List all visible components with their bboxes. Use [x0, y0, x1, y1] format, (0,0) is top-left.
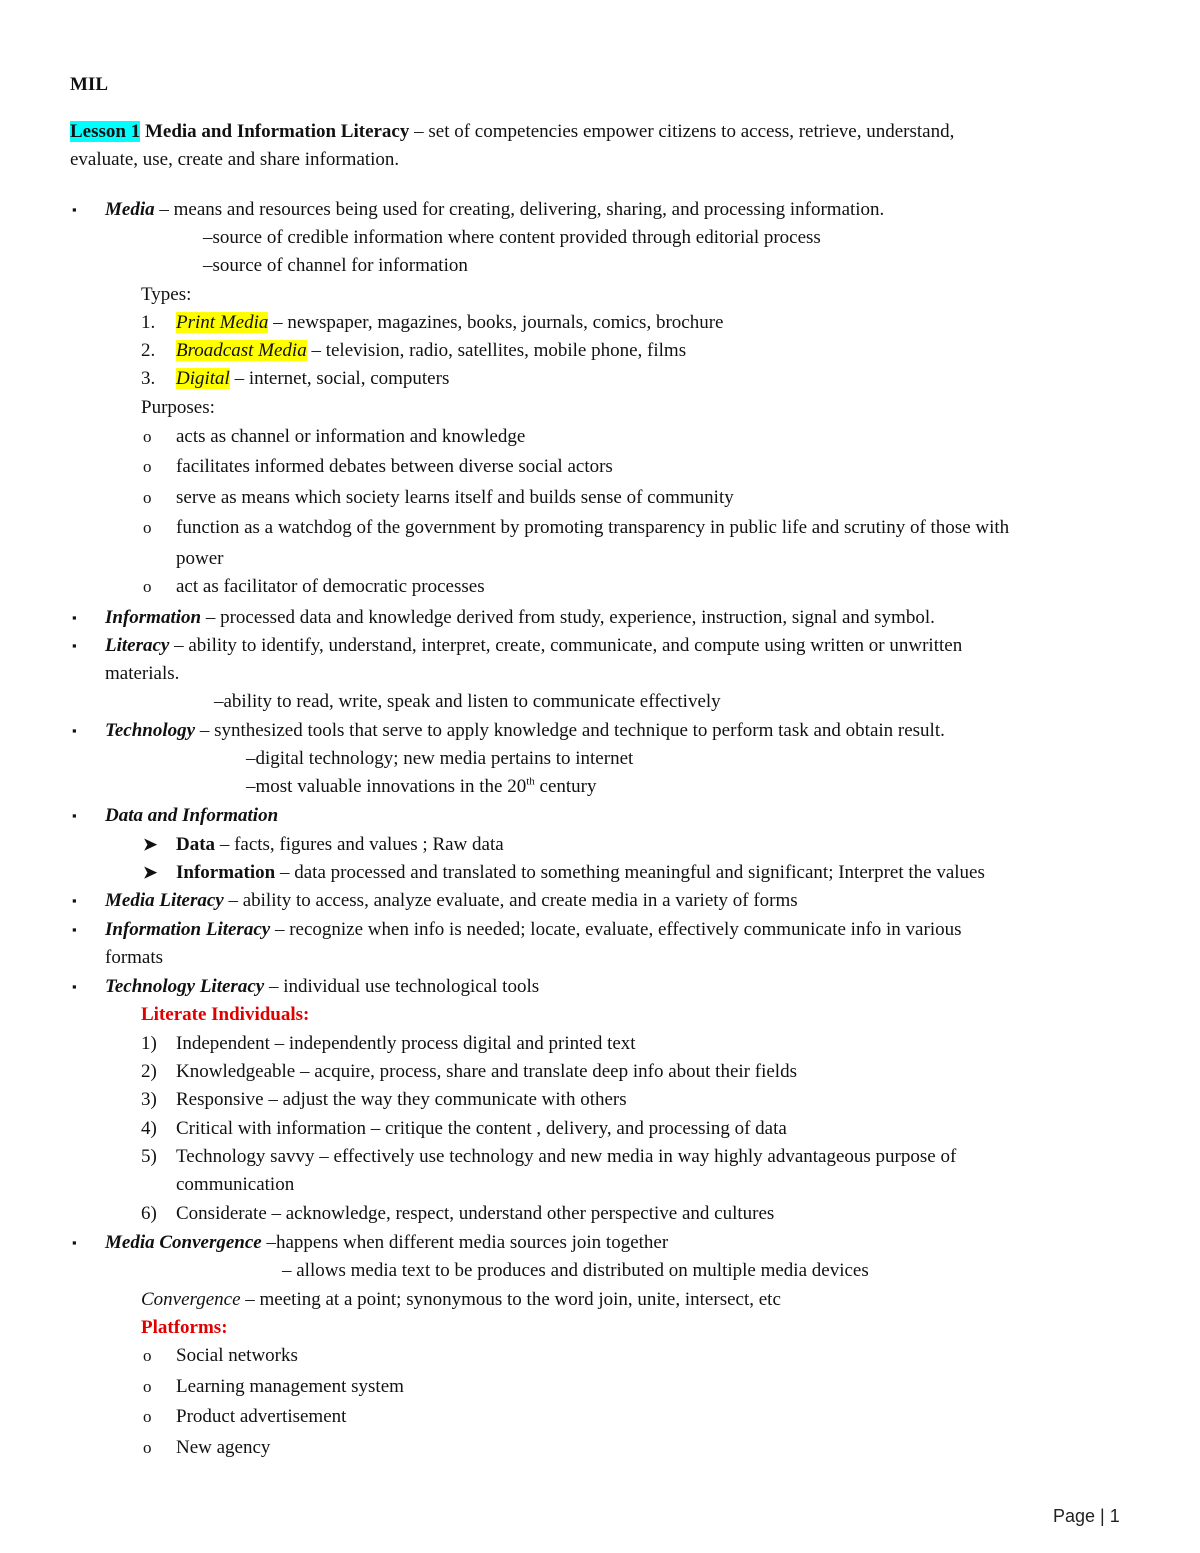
- lesson-def-2: evaluate, use, create and share information.: [70, 149, 400, 170]
- data-term: Data: [176, 834, 216, 855]
- media-line: [105, 199, 884, 221]
- media-convergence-def: –happens when different media sources join together: [261, 1232, 669, 1253]
- lesson-term: Media and Information Literacy: [144, 121, 410, 142]
- media-sub-2: –source of channel for information: [203, 255, 468, 276]
- literate-item: Critical with information – critique the content , delivery, and processing of data: [176, 1118, 787, 1139]
- list-number: 3): [141, 1089, 157, 1110]
- list-number: 2): [141, 1061, 157, 1082]
- platform-item: Product advertisement: [176, 1406, 347, 1427]
- info-def: – data processed and translated to something meaningful and significant; Interpret the values: [275, 862, 985, 883]
- purpose-item: serve as means which society learns itself and builds sense of community: [176, 487, 734, 508]
- information-literacy-term: Information Literacy: [105, 919, 271, 940]
- square-bullet-icon: ▪: [72, 1235, 77, 1250]
- information-literacy-def-1: – recognize when info is needed; locate, evaluate, effectively communicate info in various: [270, 919, 962, 940]
- information-literacy-def-2: formats: [105, 947, 164, 968]
- info-term: Information: [176, 862, 276, 883]
- literate-individuals-heading: Literate Individuals:: [141, 1004, 310, 1025]
- data-line: [176, 834, 504, 856]
- technology-sub-2-text: –most valuable innovations in the 20: [246, 776, 527, 797]
- list-number: 2.: [141, 340, 156, 361]
- square-bullet-icon: ▪: [72, 893, 77, 908]
- data-info-term: Data and Information: [105, 805, 279, 826]
- media-term: Media: [105, 199, 155, 220]
- list-number: 4): [141, 1118, 157, 1139]
- technology-sub-1: –digital technology; new media pertains to internet: [246, 748, 634, 769]
- circle-bullet-icon: o: [143, 457, 152, 476]
- superscript: th: [526, 775, 535, 788]
- type-item: [176, 312, 723, 334]
- square-bullet-icon: ▪: [72, 979, 77, 994]
- document-title: MIL: [70, 74, 108, 95]
- media-convergence-line: [105, 1232, 668, 1254]
- technology-sub-2: [246, 776, 597, 798]
- lesson-heading-line: [70, 121, 954, 143]
- convergence-line: [141, 1289, 781, 1311]
- purpose-item: function as a watchdog of the government by promoting transparency in public life and scrutiny of those with: [176, 517, 1010, 538]
- platforms-heading: Platforms:: [141, 1317, 228, 1338]
- square-bullet-icon: ▪: [72, 922, 77, 937]
- purpose-item: act as facilitator of democratic processes: [176, 576, 485, 597]
- type-def: – television, radio, satellites, mobile phone, films: [306, 340, 687, 361]
- convergence-term: Convergence: [141, 1289, 241, 1310]
- literate-item-continued: communication: [176, 1174, 295, 1195]
- purpose-item: facilitates informed debates between diverse social actors: [176, 456, 613, 477]
- technology-literacy-def: – individual use technological tools: [264, 976, 540, 997]
- arrow-bullet-icon: ➤: [143, 835, 158, 854]
- media-literacy-line: [105, 890, 798, 912]
- information-def: – processed data and knowledge derived from study, experience, instruction, signal and symbol.: [201, 607, 935, 628]
- circle-bullet-icon: o: [143, 518, 152, 537]
- literate-item: Technology savvy – effectively use technology and new media in way highly advantageous purpose of: [176, 1146, 957, 1167]
- information-term: Information: [105, 607, 202, 628]
- technology-def: – synthesized tools that serve to apply knowledge and technique to perform task and obtain result.: [195, 720, 945, 741]
- literacy-def-2: materials.: [105, 663, 180, 684]
- technology-literacy-line: [105, 976, 539, 998]
- square-bullet-icon: ▪: [72, 610, 77, 625]
- circle-bullet-icon: o: [143, 577, 152, 596]
- square-bullet-icon: ▪: [72, 202, 77, 217]
- type-term: Digital: [176, 368, 230, 389]
- media-literacy-term: Media Literacy: [105, 890, 224, 911]
- media-convergence-sub-1: – allows media text to be produces and distributed on multiple media devices: [282, 1260, 869, 1281]
- circle-bullet-icon: o: [143, 488, 152, 507]
- lesson-def-1: – set of competencies empower citizens to access, retrieve, understand,: [409, 121, 955, 142]
- list-number: 5): [141, 1146, 157, 1167]
- circle-bullet-icon: o: [143, 1438, 152, 1457]
- platform-item: Learning management system: [176, 1376, 404, 1397]
- circle-bullet-icon: o: [143, 427, 152, 446]
- media-def: – means and resources being used for creating, delivering, sharing, and processing information.: [154, 199, 885, 220]
- literacy-line: [105, 635, 962, 657]
- square-bullet-icon: ▪: [72, 638, 77, 653]
- purpose-item: acts as channel or information and knowledge: [176, 426, 526, 447]
- list-number: 1): [141, 1033, 157, 1054]
- page-number: Page | 1: [1053, 1506, 1120, 1526]
- platform-item: Social networks: [176, 1345, 298, 1366]
- list-number: 6): [141, 1203, 157, 1224]
- arrow-bullet-icon: ➤: [143, 863, 158, 882]
- types-label: Types:: [141, 284, 192, 305]
- circle-bullet-icon: o: [143, 1346, 152, 1365]
- data-def: – facts, figures and values ; Raw data: [215, 834, 504, 855]
- media-sub-1: –source of credible information where content provided through editorial process: [203, 227, 821, 248]
- literacy-def-1: – ability to identify, understand, interpret, create, communicate, and compute using written or unwritten: [169, 635, 963, 656]
- information-literacy-line: [105, 919, 962, 941]
- circle-bullet-icon: o: [143, 1407, 152, 1426]
- literate-item: Considerate – acknowledge, respect, understand other perspective and cultures: [176, 1203, 775, 1224]
- technology-literacy-term: Technology Literacy: [105, 976, 265, 997]
- list-number: 1.: [141, 312, 156, 333]
- literacy-sub-1: –ability to read, write, speak and listen to communicate effectively: [214, 691, 721, 712]
- literate-item: Independent – independently process digital and printed text: [176, 1033, 636, 1054]
- info-line: [176, 862, 985, 884]
- literate-item: Responsive – adjust the way they communicate with others: [176, 1089, 627, 1110]
- technology-term: Technology: [105, 720, 196, 741]
- list-number: 3.: [141, 368, 156, 389]
- type-term: Print Media: [176, 312, 269, 333]
- media-literacy-def: – ability to access, analyze evaluate, and create media in a variety of forms: [223, 890, 798, 911]
- type-item: [176, 340, 686, 362]
- literate-item: Knowledgeable – acquire, process, share and translate deep info about their fields: [176, 1061, 797, 1082]
- square-bullet-icon: ▪: [72, 723, 77, 738]
- platform-item: New agency: [176, 1437, 271, 1458]
- lesson-label: Lesson 1: [70, 121, 141, 142]
- literacy-term: Literacy: [105, 635, 170, 656]
- technology-sub-2-end: century: [534, 776, 597, 797]
- square-bullet-icon: ▪: [72, 808, 77, 823]
- convergence-def: – meeting at a point; synonymous to the word join, unite, intersect, etc: [240, 1289, 781, 1310]
- type-item: [176, 368, 449, 390]
- technology-line: [105, 720, 945, 742]
- type-def: – newspaper, magazines, books, journals, comics, brochure: [268, 312, 724, 333]
- media-convergence-term: Media Convergence: [105, 1232, 262, 1253]
- information-line: [105, 607, 935, 629]
- type-term: Broadcast Media: [176, 340, 307, 361]
- purposes-label: Purposes:: [141, 397, 215, 418]
- circle-bullet-icon: o: [143, 1377, 152, 1396]
- type-def: – internet, social, computers: [229, 368, 450, 389]
- purpose-item-continued: power: [176, 548, 224, 569]
